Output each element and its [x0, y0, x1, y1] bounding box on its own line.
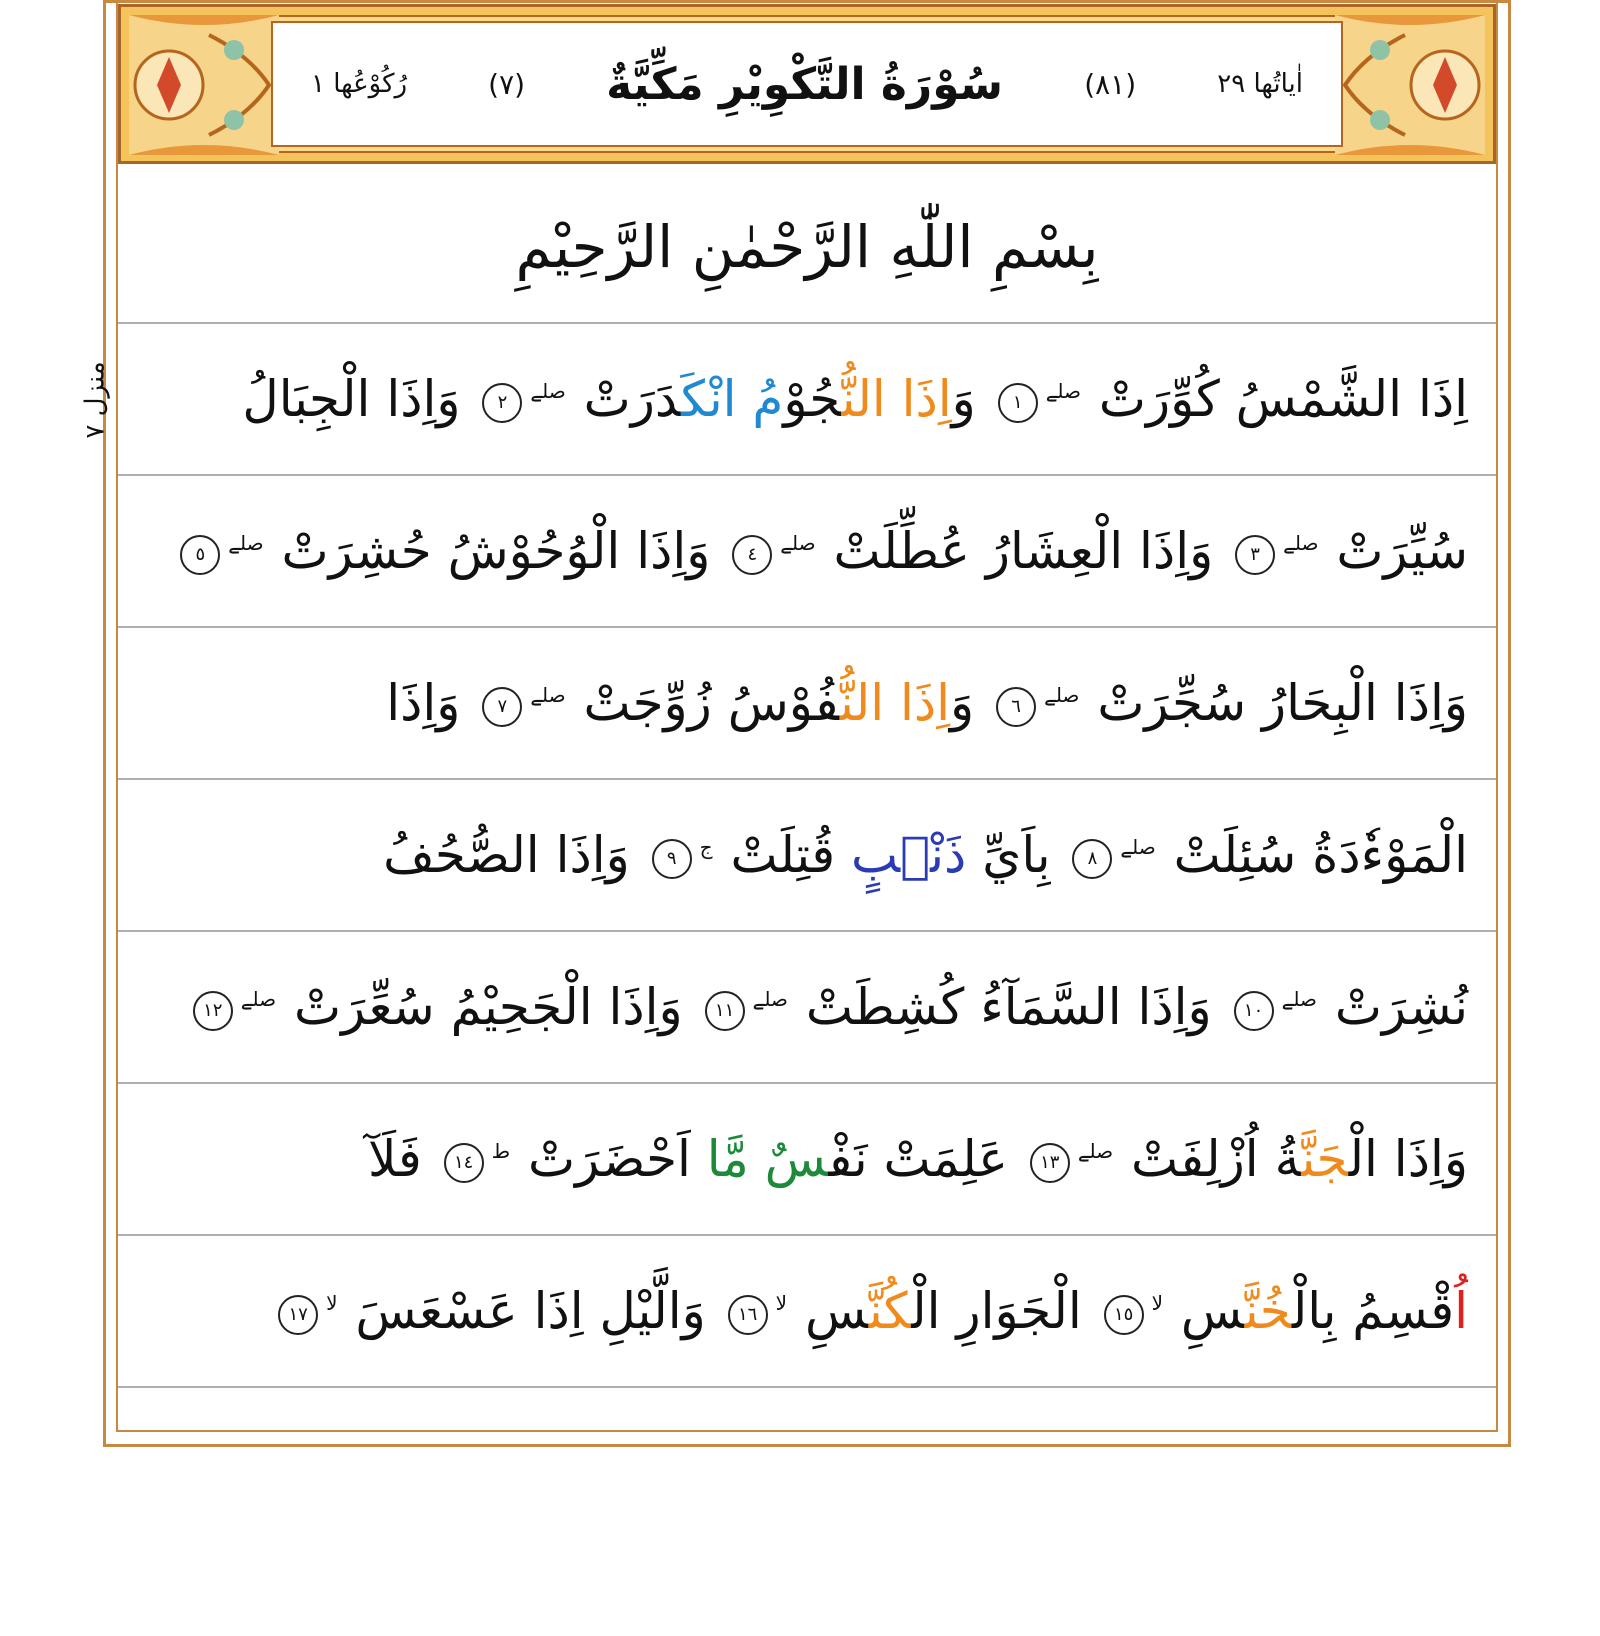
tajweed-highlight: ذَنْۢبٍ: [851, 826, 967, 884]
waqf-stop-sign: لا: [775, 1291, 788, 1316]
ornament-left-icon: [129, 15, 279, 155]
ayah-number-marker: ٤: [732, 535, 772, 575]
verse-text: دَرَتْ: [567, 370, 682, 428]
verse-text: نُشِرَتْ: [1318, 978, 1468, 1036]
waqf-stop-sign: صلے: [780, 531, 816, 556]
verse-text: وَ: [950, 674, 991, 732]
verse-text: وَاِذَا الْبِحَارُ سُجِّرَتْ: [1081, 674, 1468, 732]
ayah-number-marker: ١٥: [1104, 1295, 1144, 1335]
ayah-number-marker: ٨: [1072, 839, 1112, 879]
ayah-number-marker: ١٤: [444, 1143, 484, 1183]
ayah-number-marker: ٣: [1235, 535, 1275, 575]
verse-line-text: [242, 370, 1468, 428]
tajweed-highlight: اِذَا النُّ: [841, 370, 952, 428]
verse-text: اِذَا الشَّمْسُ كُوِّرَتْ: [1083, 370, 1468, 428]
verse-line-text: [368, 1130, 1468, 1188]
verse-text: بِاَيِّ: [966, 826, 1067, 884]
verse-text: وَاِذَا: [386, 674, 477, 732]
verse-line: [118, 1084, 1496, 1236]
verse-text: سِ: [789, 1282, 869, 1340]
verse-line: [118, 780, 1496, 932]
ruku-count: رُكُوْعُھا ١: [311, 69, 408, 99]
tajweed-highlight: جَنَّ: [1301, 1130, 1349, 1188]
waqf-stop-sign: لا: [1151, 1291, 1164, 1316]
verse-text: قُتِلَتْ: [714, 826, 852, 884]
verse-text: اَحْضَرَتْ: [512, 1130, 707, 1188]
tajweed-highlight: مُ انْكَ: [681, 370, 784, 428]
waqf-stop-sign: صلے: [752, 987, 788, 1012]
surah-title: سُوْرَةُ التَّكْوِيْرِ مَكِّيَّةٌ: [606, 58, 1004, 110]
verse-text: قْسِمُ بِالْ: [1292, 1282, 1455, 1340]
verse-text: وَاِذَا الْعِشَارُ عُطِّلَتْ: [817, 522, 1230, 580]
ornament-right-icon: [1335, 15, 1485, 155]
ayah-number-marker: ١١: [705, 991, 745, 1031]
ayah-number-marker: ٢: [482, 383, 522, 423]
ayah-number-marker: ١: [998, 383, 1038, 423]
verse-text: وَاِذَا الصُّحُفُ: [383, 826, 646, 884]
verse-text: وَاِذَا السَّمَآءُ كُشِطَتْ: [789, 978, 1228, 1036]
ayah-number-marker: ١٠: [1234, 991, 1274, 1031]
verse-text: وَاِذَا الْوُحُوْشُ حُشِرَتْ: [265, 522, 727, 580]
waqf-stop-sign: صلے: [1283, 531, 1319, 556]
verse-text: سِ: [1165, 1282, 1245, 1340]
verse-line: [118, 1236, 1496, 1388]
tajweed-highlight: كُنَّ: [868, 1282, 912, 1340]
waqf-stop-sign: صلے: [240, 987, 277, 1012]
verse-text: وَ: [951, 370, 992, 428]
ayah-number-marker: ١٢: [193, 991, 233, 1031]
verse-text: الْجَوَارِ الْ: [911, 1282, 1098, 1340]
verse-text: عَلِمَتْ نَفْ: [828, 1130, 1024, 1188]
verse-text: ةُ اُزْلِفَتْ: [1115, 1130, 1302, 1188]
ayah-number-marker: ١٣: [1030, 1143, 1070, 1183]
header-title-row: [281, 21, 1333, 147]
waqf-stop-sign: ج: [699, 835, 713, 860]
waqf-stop-sign: صلے: [1120, 835, 1156, 860]
ayah-number-marker: ٩: [652, 839, 692, 879]
ayah-number-marker: ١٦: [728, 1295, 768, 1335]
verse-line: [118, 628, 1496, 780]
waqf-stop-sign: صلے: [530, 379, 566, 404]
ayah-number-marker: ١٧: [278, 1295, 318, 1335]
verse-text: وَاِذَا الْ: [1348, 1130, 1468, 1188]
tajweed-highlight: اِذَا النُّ: [839, 674, 951, 732]
ayah-number-marker: ٥: [180, 535, 220, 575]
verse-text: وَاِذَا الْجِبَالُ: [242, 370, 477, 428]
verse-text: وَالَّيْلِ اِذَا عَسْعَسَ: [339, 1282, 722, 1340]
tajweed-highlight: اُ: [1454, 1282, 1468, 1340]
bismillah: [118, 172, 1496, 324]
manzil-text: منزل ٧: [81, 361, 111, 439]
verse-line: [118, 324, 1496, 476]
tajweed-highlight: سٌ مَّا: [706, 1130, 829, 1188]
tajweed-highlight: خُنَّ: [1244, 1282, 1293, 1340]
surah-header: [118, 4, 1496, 164]
bismillah-text: بِسْمِ اللّٰهِ الرَّحْمٰنِ الرَّحِيْمِ: [515, 213, 1099, 281]
ayat-count: اٰیاتُھا ٢٩: [1217, 69, 1303, 99]
waqf-stop-sign: صلے: [1077, 1139, 1114, 1164]
waqf-stop-sign: صلے: [1044, 683, 1080, 708]
verse-text: فُوْسُ زُوِّجَتْ: [567, 674, 840, 732]
waqf-stop-sign: صلے: [1045, 379, 1082, 404]
verse-line-text: [174, 522, 1468, 580]
waqf-stop-sign: ط: [491, 1139, 511, 1164]
verse-line-text: [383, 826, 1468, 884]
revelation-order: (٧): [488, 67, 526, 101]
verse-line-text: [386, 674, 1468, 732]
verse-text: جُوْ: [783, 370, 842, 428]
verse-text: الْمَوْءٗدَةُ سُئِلَتْ: [1157, 826, 1468, 884]
waqf-stop-sign: صلے: [1281, 987, 1317, 1012]
waqf-stop-sign: لا: [326, 1291, 338, 1316]
verse-text: فَلَآ: [368, 1130, 438, 1188]
verse-line-text: [272, 1282, 1468, 1340]
ayah-number-marker: ٦: [996, 687, 1036, 727]
verse-line-text: [187, 978, 1468, 1036]
ayah-number-marker: ٧: [482, 687, 522, 727]
verse-line: [118, 476, 1496, 628]
verse-text: وَاِذَا الْجَحِيْمُ سُعِّرَتْ: [278, 978, 699, 1036]
waqf-stop-sign: صلے: [228, 531, 264, 556]
verse-line: [118, 932, 1496, 1084]
verse-text: سُيِّرَتْ: [1320, 522, 1468, 580]
waqf-stop-sign: صلے: [530, 683, 566, 708]
surah-number: (٨١): [1084, 67, 1137, 101]
